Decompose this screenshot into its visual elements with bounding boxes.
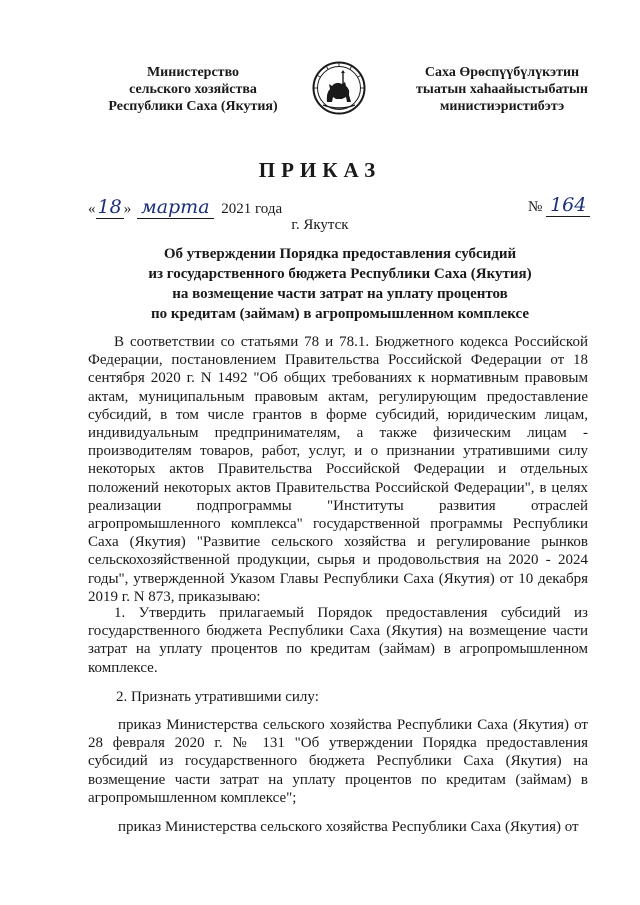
subject-line: из государственного бюджета Республики Саха (Якутия): [148, 266, 532, 282]
clause-1-paragraph: 1. Утвердить прилагаемый Порядок предоставления субсидий из государственного бюджета Республики Саха (Якутия) на возмещение части затрат на уплату процентов по кредитам (займам) в агропромышленном комплексе.: [88, 605, 588, 676]
repealed-order-item: приказ Министерства сельского хозяйства Республики Саха (Якутия) от: [118, 819, 579, 835]
repealed-order-item: приказ Министерства сельского хозяйства Республики Саха (Якутия) от 28 февраля 2020 г. № 131 "Об утверждении Порядка предоставления субсидий из государственного бюджета Республики Саха (Якутия) на возмещение части затрат на уплату процентов по кредитам (займам) в агропромышленном комплексе";: [88, 717, 588, 806]
ministry-name-russian: [88, 64, 298, 115]
header-left-line: сельского хозяйства: [129, 82, 257, 97]
header-left-line: Министерство: [146, 65, 240, 80]
date-year: 2021 года: [221, 201, 283, 217]
date-day: 18: [97, 196, 122, 218]
subject-line: на возмещение части затрат на уплату процентов: [172, 286, 508, 302]
issue-city: г. Якутск: [291, 217, 349, 233]
subject-line: Об утверждении Порядка предоставления субсидий: [163, 246, 517, 262]
header-right-line: министиэристибэтэ: [439, 99, 565, 114]
order-date: [88, 196, 282, 219]
document-title: ПРИКАЗ: [258, 158, 382, 182]
order-number: [528, 194, 590, 217]
header-right-line: Саха Өрөспүүбүлүкэтин: [424, 65, 580, 80]
header-left-line: Республики Саха (Якутия): [108, 99, 278, 114]
number-value: 164: [546, 194, 590, 217]
preamble-paragraph: В соответствии со статьями 78 и 78.1. Бюджетного кодекса Российской Федерации, постановлением Правительства Российской Федерации от 18 сентября 2020 г. N 1492 "Об общих требованиях к нормативным правовым актам, муниципальным правовым актам, регулирующим предоставление субсидий, в том числе грантов в форме субсидий, юридическим лицам, индивидуальным предпринимателям, а также физическим лицам - производителям товаров, работ, услуг, и о признании утратившими силу некоторых актов Правительства Российской Федерации и отдельных положений некоторых актов Правительства Российской Федерации", в целях реализации подпрограммы "Институты развития отраслей агропромышленного комплекса" государственной программы Республики Саха (Якутия) "Развитие сельского хозяйства и регулирование рынков сельскохозяйственной продукции, сырья и продовольствия на 2020 - 2024 годы", утвержденной Указом Главы Республики Саха (Якутия) от 10 декабря 2019 г. N 873, приказываю:: [88, 334, 588, 605]
header-right-line: тыатын хаһаайыстыбатын: [416, 82, 588, 97]
date-open-quote: «: [88, 201, 96, 217]
date-month: марта: [137, 196, 214, 219]
date-close-quote: »: [123, 201, 132, 217]
ministry-name-yakut: [392, 64, 612, 115]
subject-line: по кредитам (займам) в агропромышленном комплексе: [150, 306, 530, 322]
clause-2-paragraph: 2. Признать утратившими силу:: [116, 689, 319, 705]
order-subject: [90, 244, 590, 324]
number-prefix: №: [528, 199, 543, 215]
coat-of-arms-emblem-icon: [312, 60, 366, 116]
